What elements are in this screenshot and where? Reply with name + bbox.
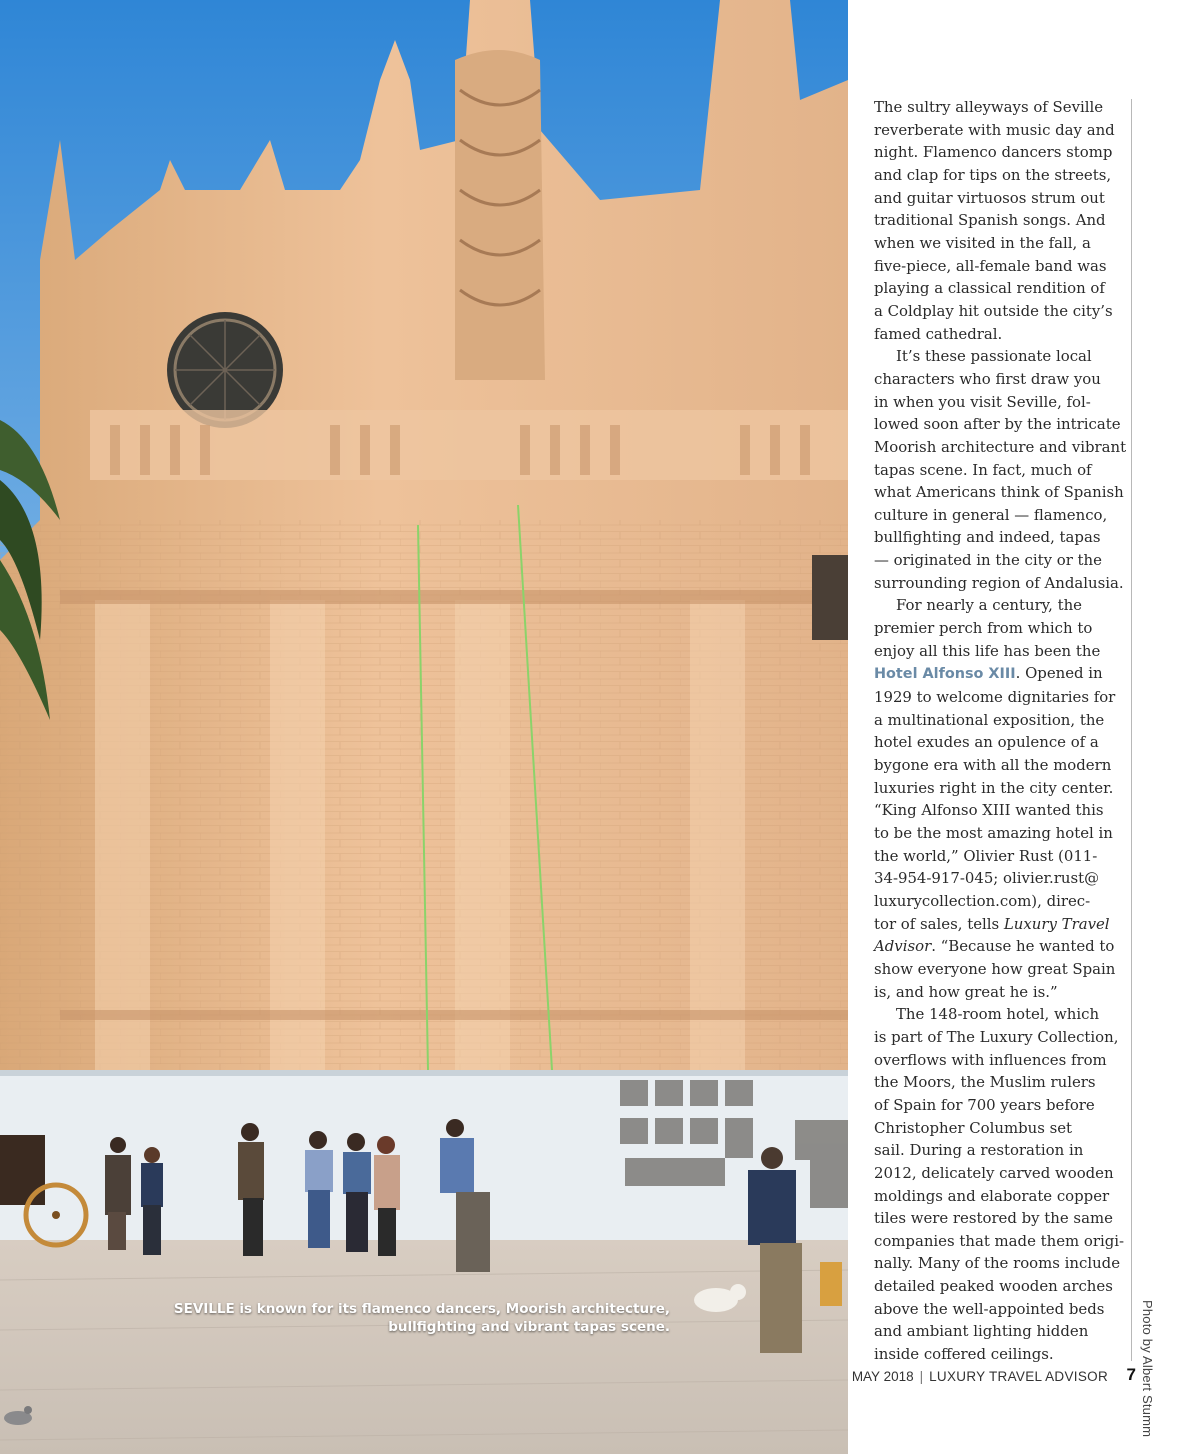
article-line: premier perch from which to: [874, 619, 1093, 638]
article-line: culture in general — flamenco,: [874, 505, 1108, 524]
article-line: luxurycollection.com), direc-: [874, 891, 1091, 910]
article-line: [874, 662, 1124, 686]
article-line: [874, 935, 1124, 958]
article-line: a Coldplay hit outside the city’s: [874, 301, 1113, 320]
article-line: is part of The Luxury Collection,: [874, 1027, 1119, 1046]
article-line: characters who first draw you: [874, 369, 1101, 388]
page-footer: [852, 1369, 1108, 1384]
footer-separator: |: [919, 1369, 924, 1384]
article-line-text: . Opened in: [1015, 664, 1103, 683]
article-line-text: tor of sales, tells: [874, 914, 1004, 933]
article-line: five-piece, all-female band was: [874, 256, 1107, 275]
article-line: what Americans think of Spanish: [874, 483, 1124, 502]
article-line: playing a classical rendition of: [874, 279, 1105, 298]
article-line: [874, 1003, 1124, 1026]
hotel-name-link[interactable]: Hotel Alfonso XIII: [874, 666, 1016, 683]
article-line: nally. Many of the rooms include: [874, 1254, 1121, 1273]
article-line: hotel exudes an opulence of a: [874, 733, 1099, 752]
article-line: is, and how great he is.”: [874, 982, 1058, 1001]
article-line: the Moors, the Muslim rulers: [874, 1073, 1096, 1092]
article-body: [874, 96, 1127, 1366]
article-line: lowed soon after by the intricate: [874, 415, 1121, 434]
article-line: bygone era with all the modern: [874, 756, 1112, 775]
article-line: bullfighting and indeed, tapas: [874, 528, 1101, 547]
article-line: overflows with influences from: [874, 1050, 1107, 1069]
article-line: Christopher Columbus set: [874, 1118, 1073, 1137]
article-line: Moorish architecture and vibrant: [874, 437, 1127, 456]
article-line-text: For nearly a century, the: [896, 596, 1082, 615]
article-line: a multinational exposition, the: [874, 710, 1105, 729]
article-line: to be the most amazing hotel in: [874, 824, 1113, 842]
article-line: “King Alfonso XIII wanted this: [874, 801, 1104, 820]
article-line: in when you visit Seville, fol-: [874, 392, 1091, 411]
article-line-text: . “Because he wanted to: [931, 937, 1115, 956]
issue-date: MAY 2018: [851, 1369, 914, 1384]
article-line: above the well-appointed beds: [874, 1299, 1105, 1318]
article-line: reverberate with music day and: [874, 120, 1115, 139]
article-line: and ambiant lighting hidden: [874, 1322, 1089, 1341]
article-line-text: It’s these passionate local: [896, 347, 1092, 366]
article-line: The sultry alleyways of Seville: [874, 98, 1104, 116]
article-line: famed cathedral.: [874, 324, 1003, 343]
article-line: 34-954-917-045; olivier.rust@: [874, 869, 1099, 888]
article-line: tiles were restored by the same: [874, 1209, 1113, 1228]
article-line: enjoy all this life has been the: [874, 641, 1101, 660]
article-line: and guitar virtuosos strum out: [874, 188, 1105, 207]
article-line: luxuries right in the city center.: [874, 778, 1114, 797]
photo-caption: SEVILLE is known for its flamenco dancers, Moorish architecture, bullfighting and vibrant tapas scene.: [173, 1301, 670, 1335]
article-line: companies that made them origi-: [874, 1231, 1125, 1250]
article-line: show everyone how great Spain: [874, 959, 1116, 978]
article-line: when we visited in the fall, a: [874, 233, 1091, 252]
page-number: 7: [1126, 1365, 1136, 1384]
magazine-name: LUXURY TRAVEL ADVISOR: [929, 1369, 1108, 1384]
magazine-title-italic: Advisor: [874, 937, 932, 956]
article-line: tapas scene. In fact, much of: [874, 460, 1092, 479]
article-line: night. Flamenco dancers stomp: [874, 143, 1113, 162]
article-line: the world,” Olivier Rust (011-: [874, 846, 1098, 865]
article-line: traditional Spanish songs. And: [874, 211, 1106, 230]
article-line: [874, 345, 1124, 368]
article-line: moldings and elaborate copper: [874, 1186, 1110, 1205]
article-line: [874, 913, 1124, 936]
article-line: and clap for tips on the streets,: [874, 165, 1112, 184]
article-line: inside coffered ceilings.: [874, 1345, 1054, 1364]
article-line: 1929 to welcome dignitaries for: [874, 688, 1116, 707]
magazine-title-italic: Luxury Travel: [1003, 914, 1110, 933]
article-line: detailed peaked wooden arches: [874, 1277, 1113, 1296]
article-line: — originated in the city or the: [874, 551, 1102, 570]
column-divider: [1131, 99, 1132, 1361]
article-line: sail. During a restoration in: [874, 1141, 1084, 1160]
article-line: surrounding region of Andalusia.: [874, 573, 1124, 592]
article-line: of Spain for 700 years before: [874, 1095, 1095, 1114]
article-line: [874, 594, 1124, 617]
article-line-text: The 148-room hotel, which: [896, 1005, 1100, 1024]
photo-credit: Photo by Albert Stumm: [1140, 1300, 1155, 1438]
article-line: 2012, delicately carved wooden: [874, 1163, 1114, 1182]
